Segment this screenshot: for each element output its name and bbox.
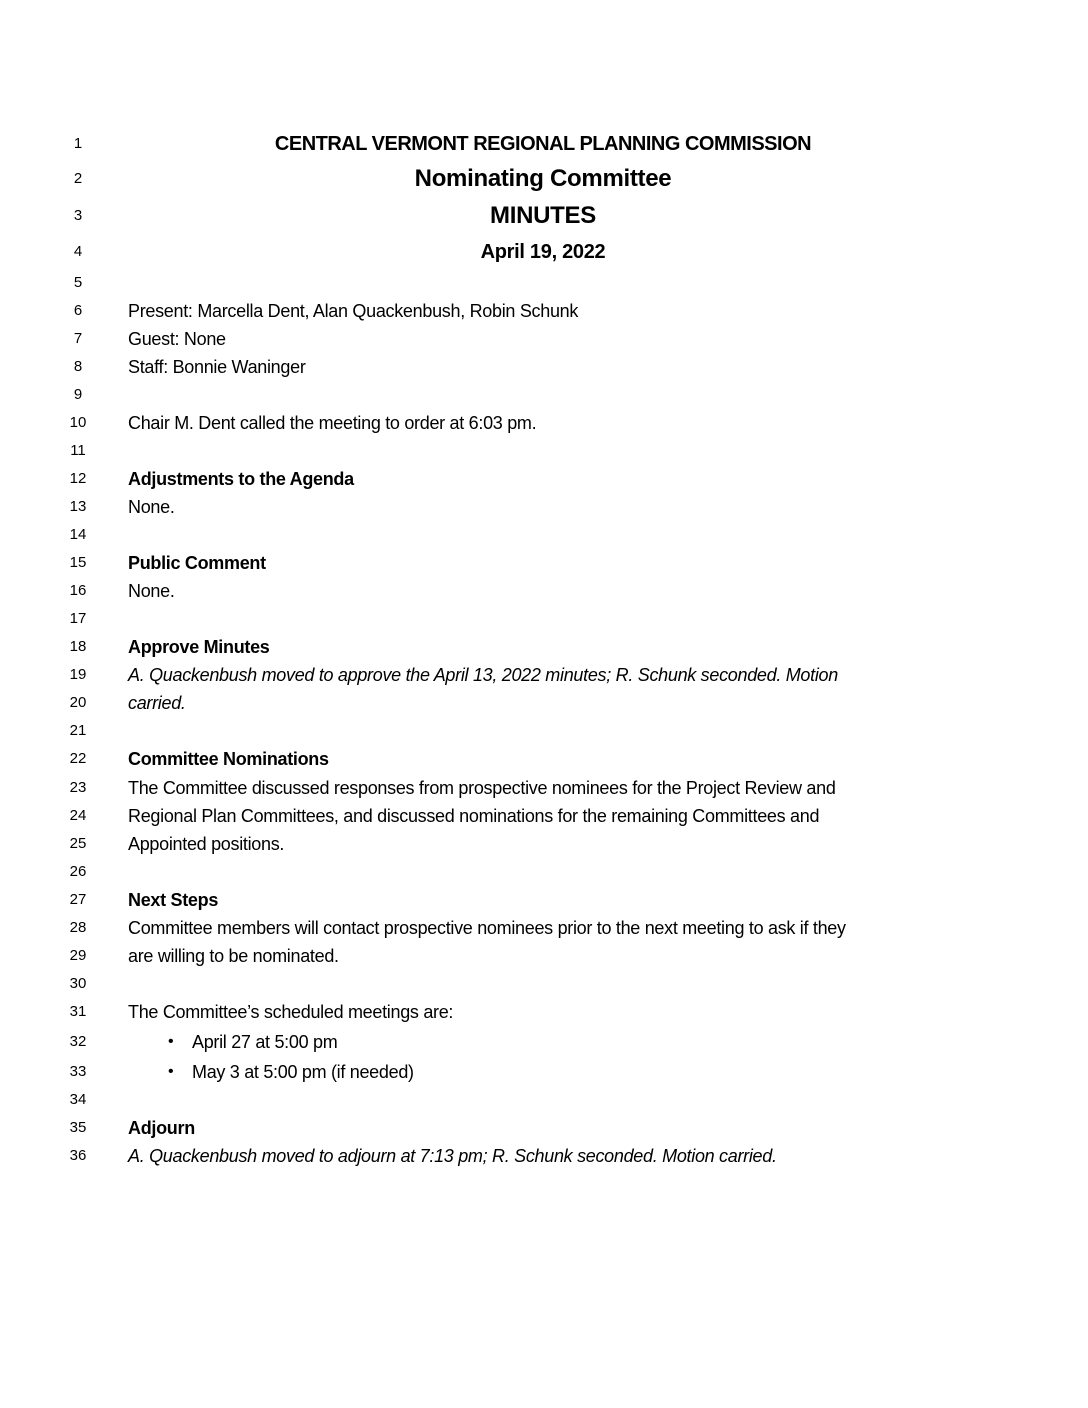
doc-line-28 — [0, 914, 1088, 942]
line-number: 16 — [69, 582, 87, 599]
doc-line-10 — [0, 409, 1088, 437]
adjustments-body: None. — [128, 497, 175, 517]
doc-line-34 — [0, 1086, 1088, 1114]
doc-line-21 — [0, 717, 1088, 745]
section-heading-adjustments: Adjustments to the Agenda — [128, 469, 354, 489]
committee-title: Nominating Committee — [414, 165, 672, 192]
doc-line-33 — [0, 1058, 1088, 1086]
doc-line-14 — [0, 521, 1088, 549]
line-number: 28 — [69, 919, 87, 936]
section-heading-public-comment: Public Comment — [128, 553, 266, 573]
doc-line-30 — [0, 970, 1088, 998]
doc-line-1 — [0, 130, 1088, 158]
doc-line-31 — [0, 998, 1088, 1026]
doc-line-6 — [0, 297, 1088, 325]
nominations-body-1: The Committee discussed responses from prospective nominees for the Project Review and — [128, 778, 836, 798]
line-number: 35 — [69, 1119, 87, 1136]
line-number: 1 — [73, 135, 83, 152]
line-number: 17 — [69, 610, 87, 627]
line-number: 31 — [69, 1003, 87, 1020]
line-number: 29 — [69, 947, 87, 964]
approve-minutes-motion-cont: carried. — [128, 693, 186, 713]
line-number: 10 — [69, 414, 87, 431]
doc-line-16 — [0, 577, 1088, 605]
staff-list: Staff: Bonnie Waninger — [128, 357, 306, 377]
doc-line-20 — [0, 689, 1088, 717]
line-number: 6 — [73, 302, 83, 319]
doc-line-3 — [0, 202, 1088, 230]
meeting-item: May 3 at 5:00 pm (if needed) — [192, 1062, 414, 1082]
line-number: 7 — [73, 330, 83, 347]
line-number: 14 — [69, 526, 87, 543]
line-number: 36 — [69, 1147, 87, 1164]
guest-list: Guest: None — [128, 329, 226, 349]
line-number: 25 — [69, 835, 87, 852]
bullet-icon: • — [168, 1063, 174, 1080]
line-number: 15 — [69, 554, 87, 571]
line-number: 34 — [69, 1091, 87, 1108]
present-list: Present: Marcella Dent, Alan Quackenbush, Robin Schunk — [128, 301, 579, 321]
doc-line-29 — [0, 942, 1088, 970]
doc-line-22 — [0, 745, 1088, 773]
doc-line-25 — [0, 830, 1088, 858]
section-heading-approve-minutes: Approve Minutes — [128, 637, 270, 657]
line-number: 9 — [73, 386, 83, 403]
call-to-order: Chair M. Dent called the meeting to order at 6:03 pm. — [128, 413, 537, 433]
nominations-body-2: Regional Plan Committees, and discussed nominations for the remaining Committees and — [128, 806, 820, 826]
meetings-intro: The Committee’s scheduled meetings are: — [128, 1002, 454, 1022]
doc-line-13 — [0, 493, 1088, 521]
line-number: 23 — [69, 779, 87, 796]
doc-line-27 — [0, 886, 1088, 914]
doc-line-32 — [0, 1028, 1088, 1056]
doc-line-23 — [0, 774, 1088, 802]
line-number: 19 — [69, 666, 87, 683]
line-number: 30 — [69, 975, 87, 992]
doc-line-15 — [0, 549, 1088, 577]
doc-line-35 — [0, 1114, 1088, 1142]
doc-line-18 — [0, 633, 1088, 661]
doc-line-9 — [0, 381, 1088, 409]
doc-line-12 — [0, 465, 1088, 493]
nominations-body-3: Appointed positions. — [128, 834, 285, 854]
doc-line-24 — [0, 802, 1088, 830]
adjourn-motion: A. Quackenbush moved to adjourn at 7:13 pm; R. Schunk seconded. Motion carried. — [128, 1146, 777, 1166]
doc-line-2 — [0, 165, 1088, 193]
bullet-icon: • — [168, 1033, 174, 1050]
line-number: 21 — [69, 722, 87, 739]
line-number: 11 — [70, 442, 86, 459]
doc-line-19 — [0, 661, 1088, 689]
line-number: 22 — [69, 750, 87, 767]
line-number: 27 — [69, 891, 87, 908]
line-number: 12 — [69, 470, 87, 487]
document-type-title: MINUTES — [490, 202, 596, 229]
doc-line-17 — [0, 605, 1088, 633]
meeting-date: April 19, 2022 — [480, 241, 606, 263]
public-comment-body: None. — [128, 581, 175, 601]
organization-title: CENTRAL VERMONT REGIONAL PLANNING COMMISSION — [274, 133, 812, 155]
doc-line-4 — [0, 238, 1088, 266]
line-number: 20 — [69, 694, 87, 711]
meeting-item: April 27 at 5:00 pm — [192, 1032, 338, 1052]
section-heading-adjourn: Adjourn — [128, 1118, 195, 1138]
doc-line-26 — [0, 858, 1088, 886]
line-number: 5 — [73, 274, 83, 291]
section-heading-next-steps: Next Steps — [128, 890, 219, 910]
line-number: 13 — [69, 498, 87, 515]
doc-line-8 — [0, 353, 1088, 381]
approve-minutes-motion: A. Quackenbush moved to approve the April 13, 2022 minutes; R. Schunk seconded. Motion — [128, 665, 838, 685]
line-number: 33 — [69, 1063, 87, 1080]
line-number: 4 — [73, 243, 83, 260]
next-steps-body-1: Committee members will contact prospective nominees prior to the next meeting to ask if they — [128, 918, 846, 938]
line-number: 2 — [73, 170, 83, 187]
doc-line-36 — [0, 1142, 1088, 1170]
section-heading-committee-nominations: Committee Nominations — [128, 749, 329, 769]
line-number: 18 — [69, 638, 87, 655]
line-number: 3 — [73, 207, 83, 224]
doc-line-11 — [0, 437, 1088, 465]
next-steps-body-2: are willing to be nominated. — [128, 946, 339, 966]
doc-line-7 — [0, 325, 1088, 353]
line-number: 32 — [69, 1033, 87, 1050]
line-number: 8 — [73, 358, 83, 375]
line-number: 26 — [69, 863, 87, 880]
line-number: 24 — [69, 807, 87, 824]
doc-line-5 — [0, 269, 1088, 297]
